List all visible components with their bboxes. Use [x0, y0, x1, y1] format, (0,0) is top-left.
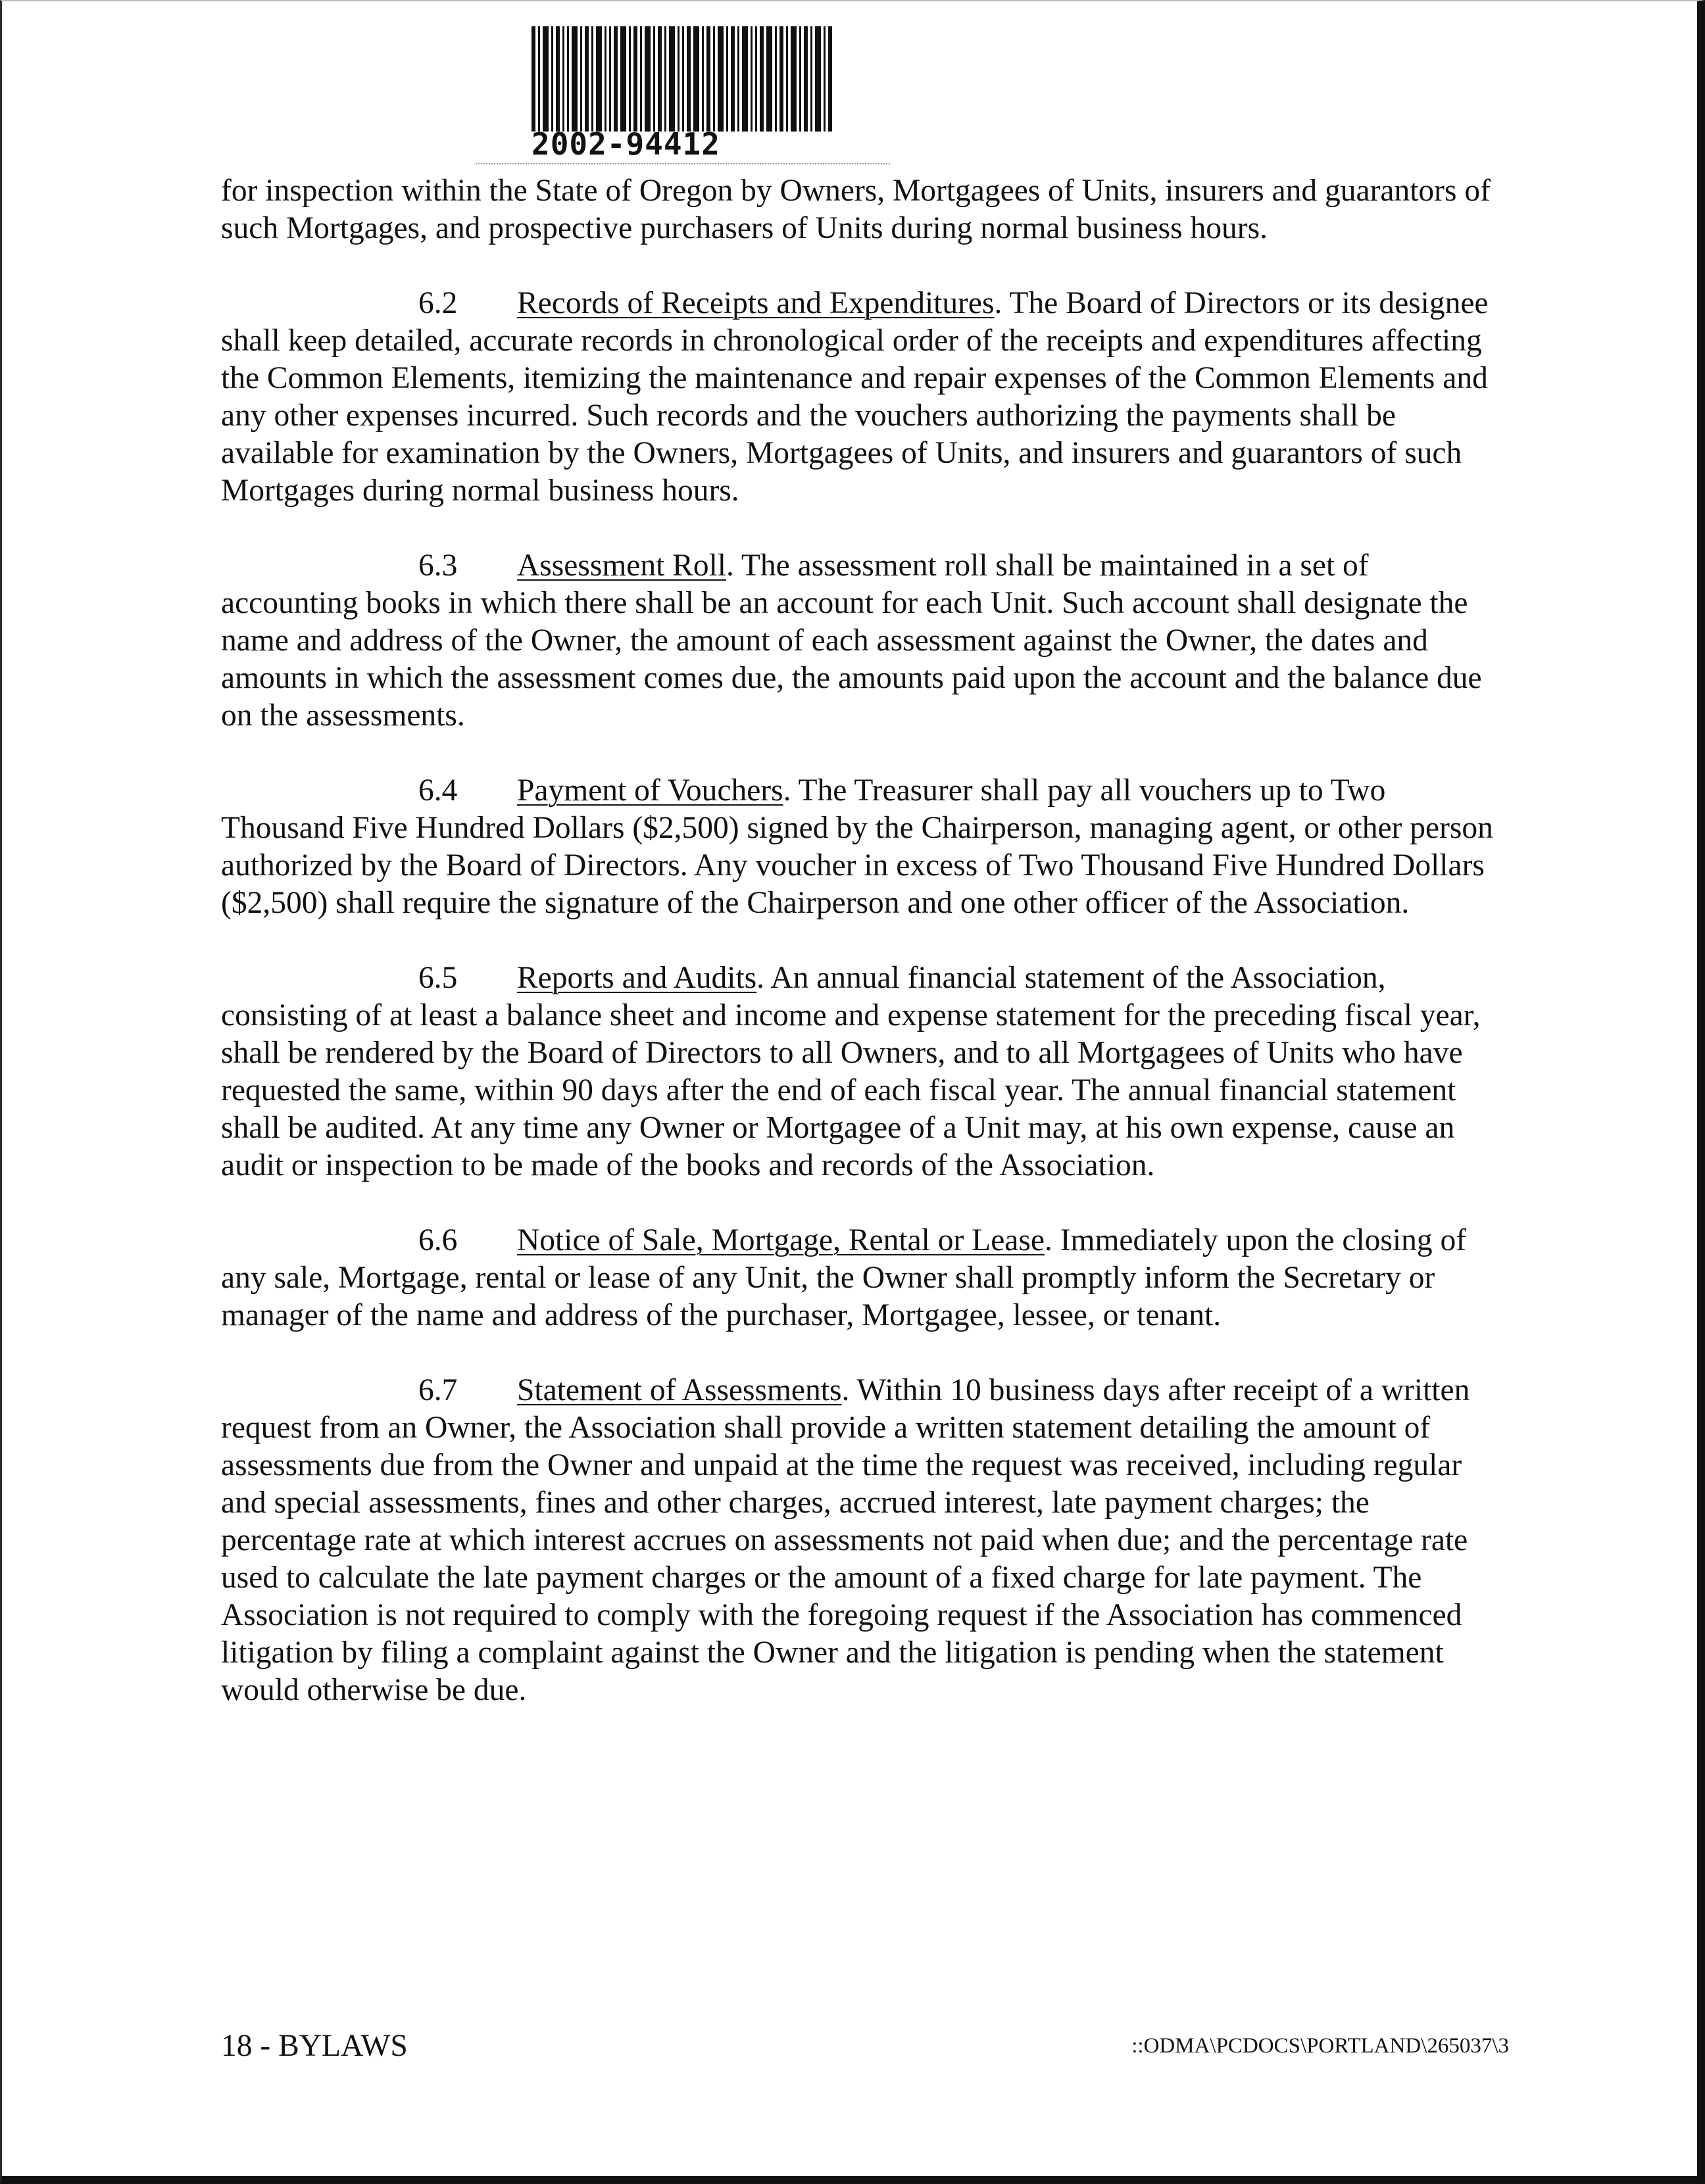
- paragraph-text: for inspection within the State of Oregon by Owners, Mortgagees of Units, insurers and guarantors of such Mortgages, and prospective purchasers of Units during normal business hours.: [221, 174, 1491, 245]
- barcode: [531, 26, 834, 164]
- section-title: Records of Receipts and Expenditures: [517, 286, 995, 320]
- section-title: Statement of Assessments: [517, 1373, 842, 1407]
- section-number: 6.7: [418, 1373, 458, 1407]
- section-title: Reports and Audits: [517, 961, 757, 995]
- section-6-5: [221, 959, 1510, 1184]
- footer-doc-path: ::ODMA\PCDOCS\PORTLAND\265037\3: [1131, 2034, 1509, 2058]
- section-text: . An annual financial statement of the Association, consisting of at least a balance sheet and income and expense statement for the preceding fiscal year, shall be rendered by the Board of Directors to all Owners, and to all Mortgagees of Units who have requested the same, within 90 days after the end of each fiscal year. The annual financial statement shall be audited. At any time any Owner or Mortgagee of a Unit may, at his own expense, cause an audit or inspection to be made of the books and records of the Association.: [221, 961, 1481, 1182]
- section-number: 6.6: [418, 1223, 458, 1257]
- section-number: 6.3: [418, 548, 458, 583]
- section-number: 6.4: [418, 773, 458, 808]
- section-6-4: [221, 772, 1510, 922]
- section-title: Notice of Sale, Mortgage, Rental or Lease: [517, 1223, 1045, 1257]
- section-number: 6.2: [418, 286, 458, 320]
- section-title: Payment of Vouchers: [517, 773, 783, 808]
- footer-page-label: 18 - BYLAWS: [221, 2029, 408, 2063]
- section-text: . Within 10 business days after receipt of a written request from an Owner, the Association shall provide a written statement detailing the amount of assessments due from the Owner and unpaid at the time the request was received, including regular and special assessments, fines and other charges, accrued interest, late payment charges; the percentage rate at which interest accrues on assessments not paid when due; and the percentage rate used to calculate the late payment charges or the amount of a fixed charge for late payment. The Association is not required to comply with the foregoing request if the Association has commenced litigation by filing a complaint against the Owner and the litigation is pending when the statement would otherwise be due.: [221, 1373, 1470, 1707]
- section-text: . The assessment roll shall be maintained in a set of accounting books in which there shall be an account for each Unit. Such account shall designate the name and address of the Owner, the amount of each assessment against the Owner, the dates and amounts in which the assessment comes due, the amounts paid upon the account and the balance due on the assessments.: [221, 548, 1482, 733]
- section-6-7: [221, 1372, 1510, 1709]
- section-6-2: [221, 285, 1510, 510]
- barcode-underline: [476, 163, 890, 164]
- section-text: . The Treasurer shall pay all vouchers up to Two Thousand Five Hundred Dollars ($2,500) signed by the Chairperson, managing agent, or other person authorized by the Board of Directors. Any voucher in excess of Two Thousand Five Hundred Dollars ($2,500) shall require the signature of the Chairperson and one other officer of the Association.: [221, 773, 1493, 920]
- section-title: Assessment Roll: [517, 548, 727, 583]
- section-text: . The Board of Directors or its designee shall keep detailed, accurate records in chronological order of the receipts and expenditures affecting the Common Elements, itemizing the maintenance and repair expenses of the Common Elements and any other expenses incurred. Such records and the vouchers authorizing the payments shall be available for examination by the Owners, Mortgagees of Units, and insurers and guarantors of such Mortgages during normal business hours.: [221, 286, 1489, 508]
- paragraph-continuation: [221, 172, 1510, 247]
- section-6-3: [221, 547, 1510, 735]
- barcode-bars: [531, 26, 834, 132]
- section-6-6: [221, 1222, 1510, 1334]
- document-body: [221, 172, 1510, 1747]
- section-text: . Immediately upon the closing of any sale, Mortgage, rental or lease of any Unit, the Owner shall promptly inform the Secretary or manager of the name and address of the purchaser, Mortgagee, lessee, or tenant.: [221, 1223, 1467, 1332]
- barcode-number: 2002-94412: [531, 126, 720, 162]
- section-number: 6.5: [418, 961, 458, 995]
